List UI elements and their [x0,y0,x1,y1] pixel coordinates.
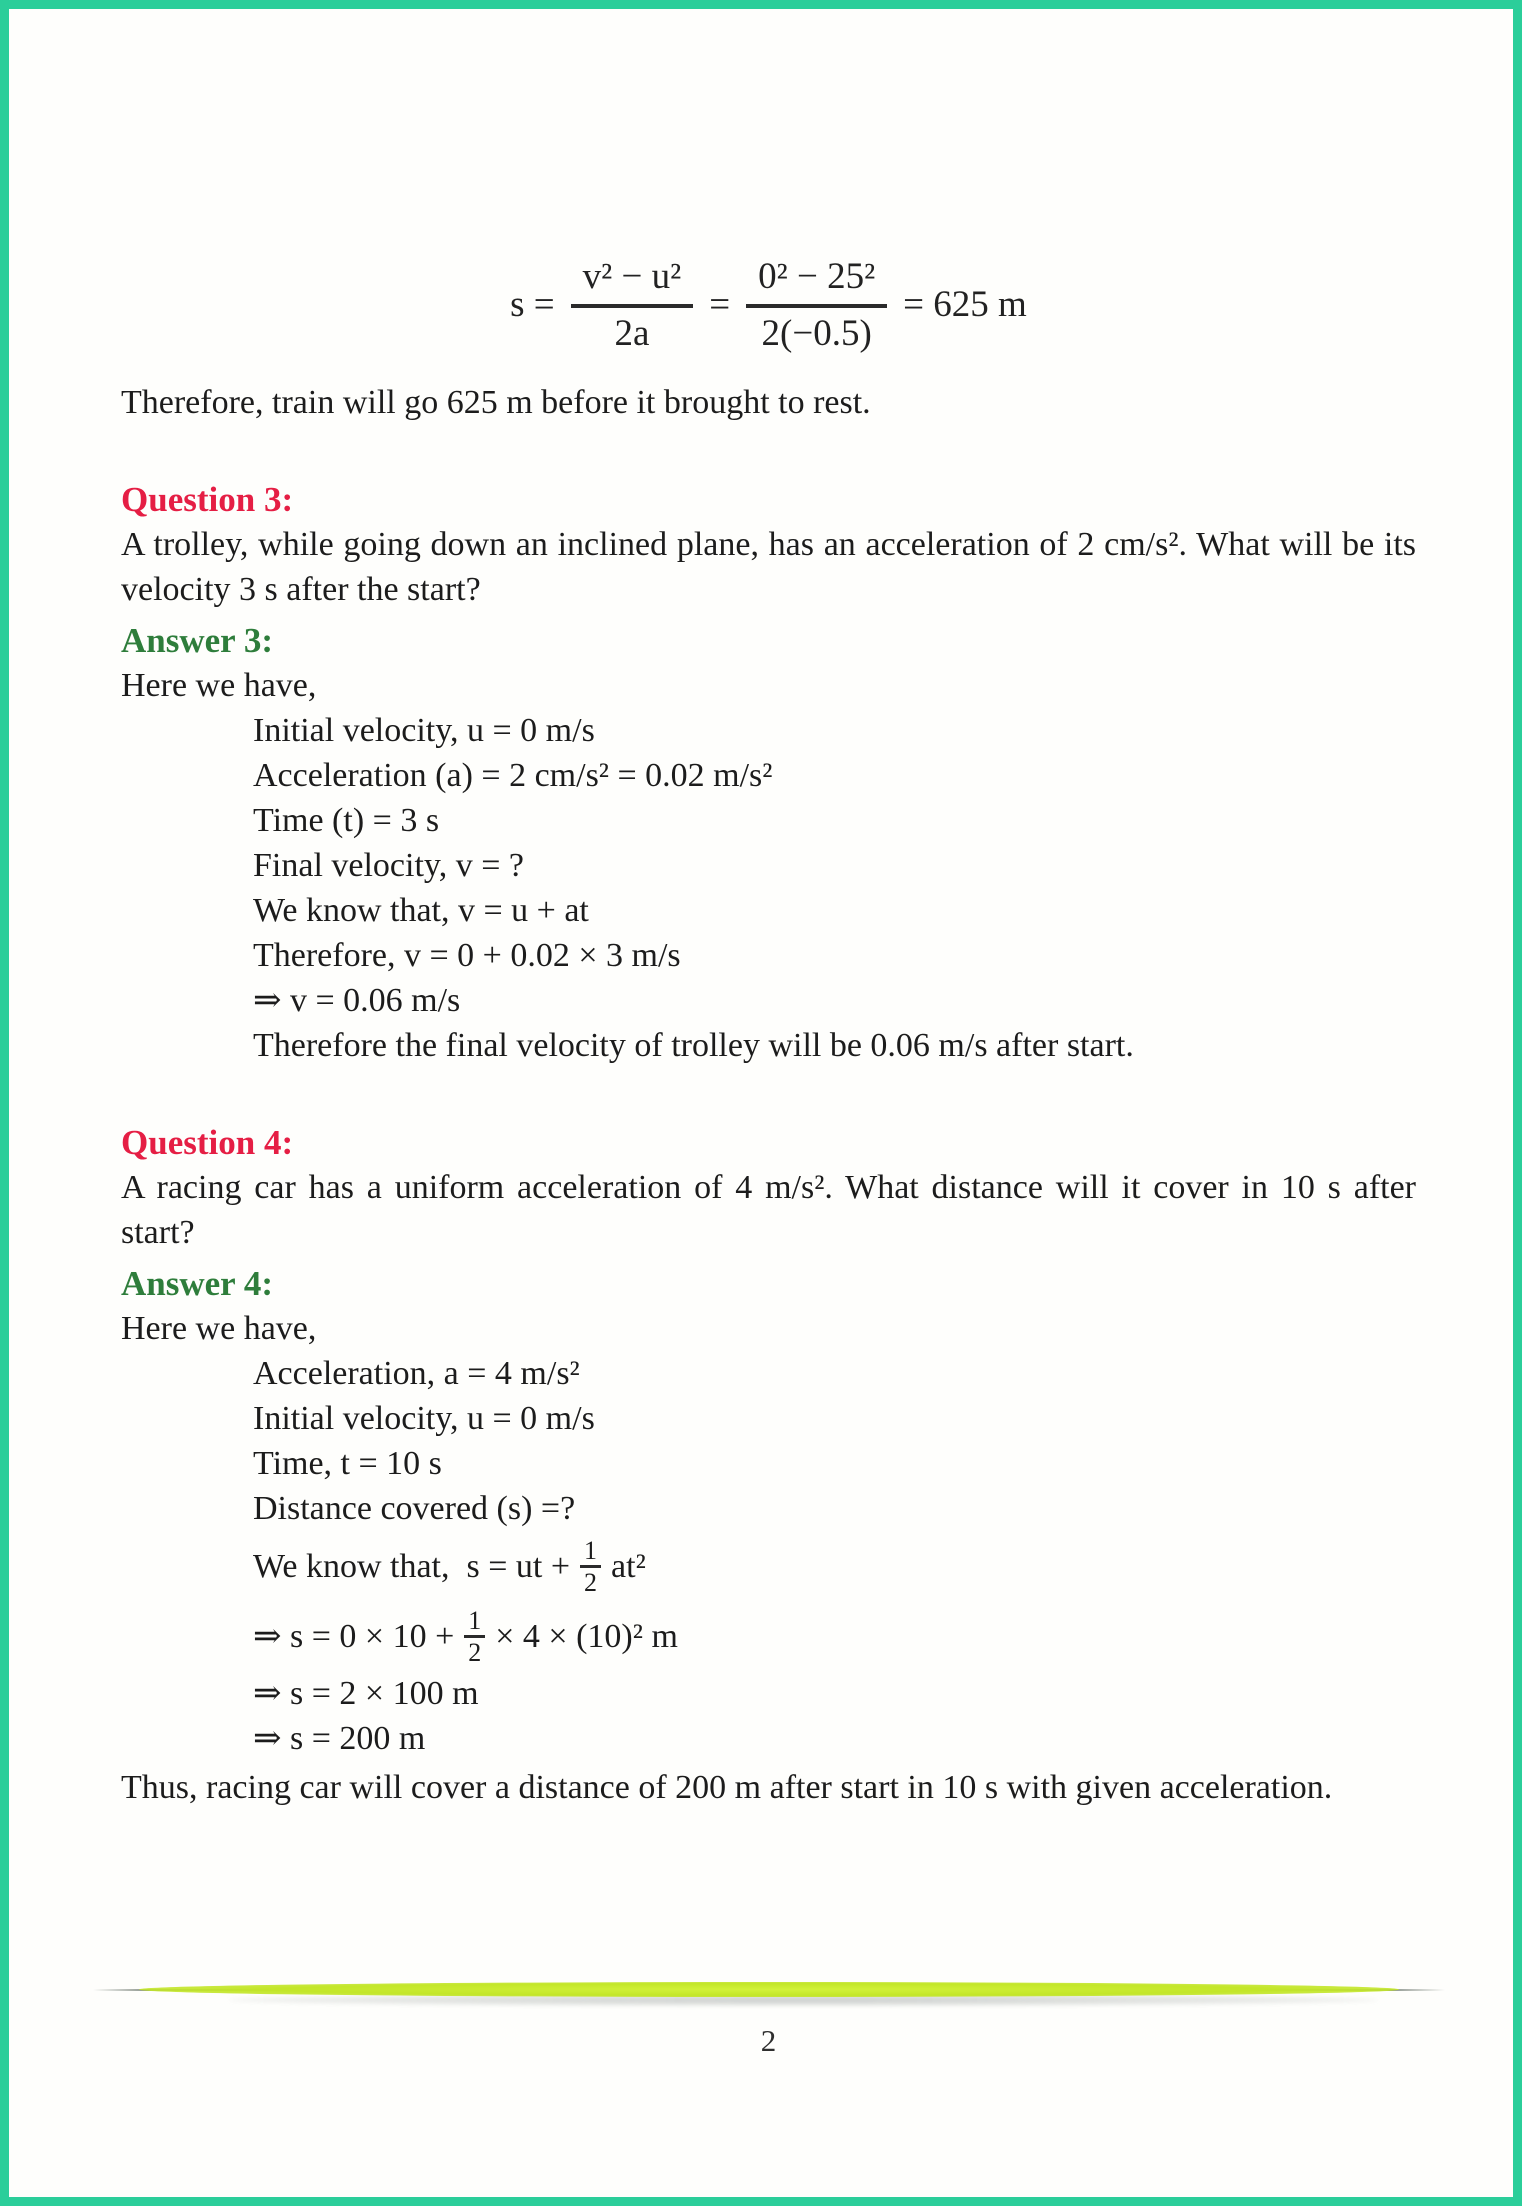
fraction-symbolic [571,257,694,354]
answer-line: Initial velocity, u = 0 m/s [253,1400,595,1438]
answer-line: We know that, v = u + at [253,892,589,930]
page-number: 2 [760,2023,777,2059]
fraction-denominator: 2a [614,312,650,354]
display-formula [121,257,1416,354]
answer-line: Therefore, v = 0 + 0.02 × 3 m/s [253,937,681,975]
train-conclusion-text: Therefore, train will go 625 m before it brought to rest. [121,384,871,422]
page-content [9,257,1513,2063]
question-4-heading: Question 4: [121,1123,294,1163]
fraction-numerator: v² − u² [571,257,694,308]
fraction-denominator: 2 [468,1637,482,1667]
fraction-numerator: 1 [580,1537,601,1568]
answer-line: ⇒ v = 0.06 m/s [253,982,461,1020]
footer-decorative-rule [121,1978,1416,2004]
formula-result: = 625 m [903,284,1027,326]
formula-equals: = [709,284,731,326]
answer-line: Therefore the final velocity of trolley will be 0.06 m/s after start. [253,1027,1134,1065]
answer-line: Time (t) = 3 s [253,802,440,840]
answer-3-work [253,708,1416,1068]
answer-line: Acceleration, a = 4 m/s² [253,1355,580,1393]
answer-line: Distance covered (s) =? [253,1490,576,1528]
answer-4-work [253,1351,1416,1761]
answer-line: Final velocity, v = ? [253,847,524,885]
fraction-denominator: 2(−0.5) [761,312,872,354]
suvat-formula-line [253,1531,1416,1601]
answer-line: Initial velocity, u = 0 m/s [253,712,595,750]
question-4-text: A racing car has a uniform acceleration of 4 m/s². What distance will it cover in 10 s after start? [121,1169,1416,1252]
answer-3-heading: Answer 3: [121,621,273,661]
question-4-conclusion: Thus, racing car will cover a distance of 200 m after start in 10 s with given acceleration. [121,1769,1333,1807]
answer-4-heading: Answer 4: [121,1264,273,1304]
formula-suffix: × 4 × (10)² m [495,1617,678,1655]
answer-line: Acceleration (a) = 2 cm/s² = 0.02 m/s² [253,757,773,795]
answer-3-intro: Here we have, [121,667,317,705]
one-half-fraction [464,1607,485,1667]
answer-4-intro: Here we have, [121,1310,317,1348]
rule-lens-shape [139,1982,1399,1997]
fraction-numerator: 0² − 25² [746,257,887,308]
answer-line: ⇒ s = 2 × 100 m [253,1675,479,1713]
one-half-fraction [580,1537,601,1597]
fraction-numeric [746,257,887,354]
answer-line: ⇒ s = 200 m [253,1720,426,1758]
formula-suffix: at² [611,1547,646,1585]
question-3-text: A trolley, while going down an inclined plane, has an acceleration of 2 cm/s². What will be its velocity 3 s after the start? [121,526,1416,609]
fraction-numerator: 1 [464,1607,485,1638]
answer-line: Time, t = 10 s [253,1445,442,1483]
substitution-line [253,1601,1416,1671]
question-3-heading: Question 3: [121,480,294,520]
formula-prefix: We know that, s = ut + [253,1547,571,1585]
fraction-denominator: 2 [584,1567,598,1597]
formula-prefix: ⇒ s = 0 × 10 + [253,1617,455,1655]
formula-lhs: s = [510,284,555,326]
